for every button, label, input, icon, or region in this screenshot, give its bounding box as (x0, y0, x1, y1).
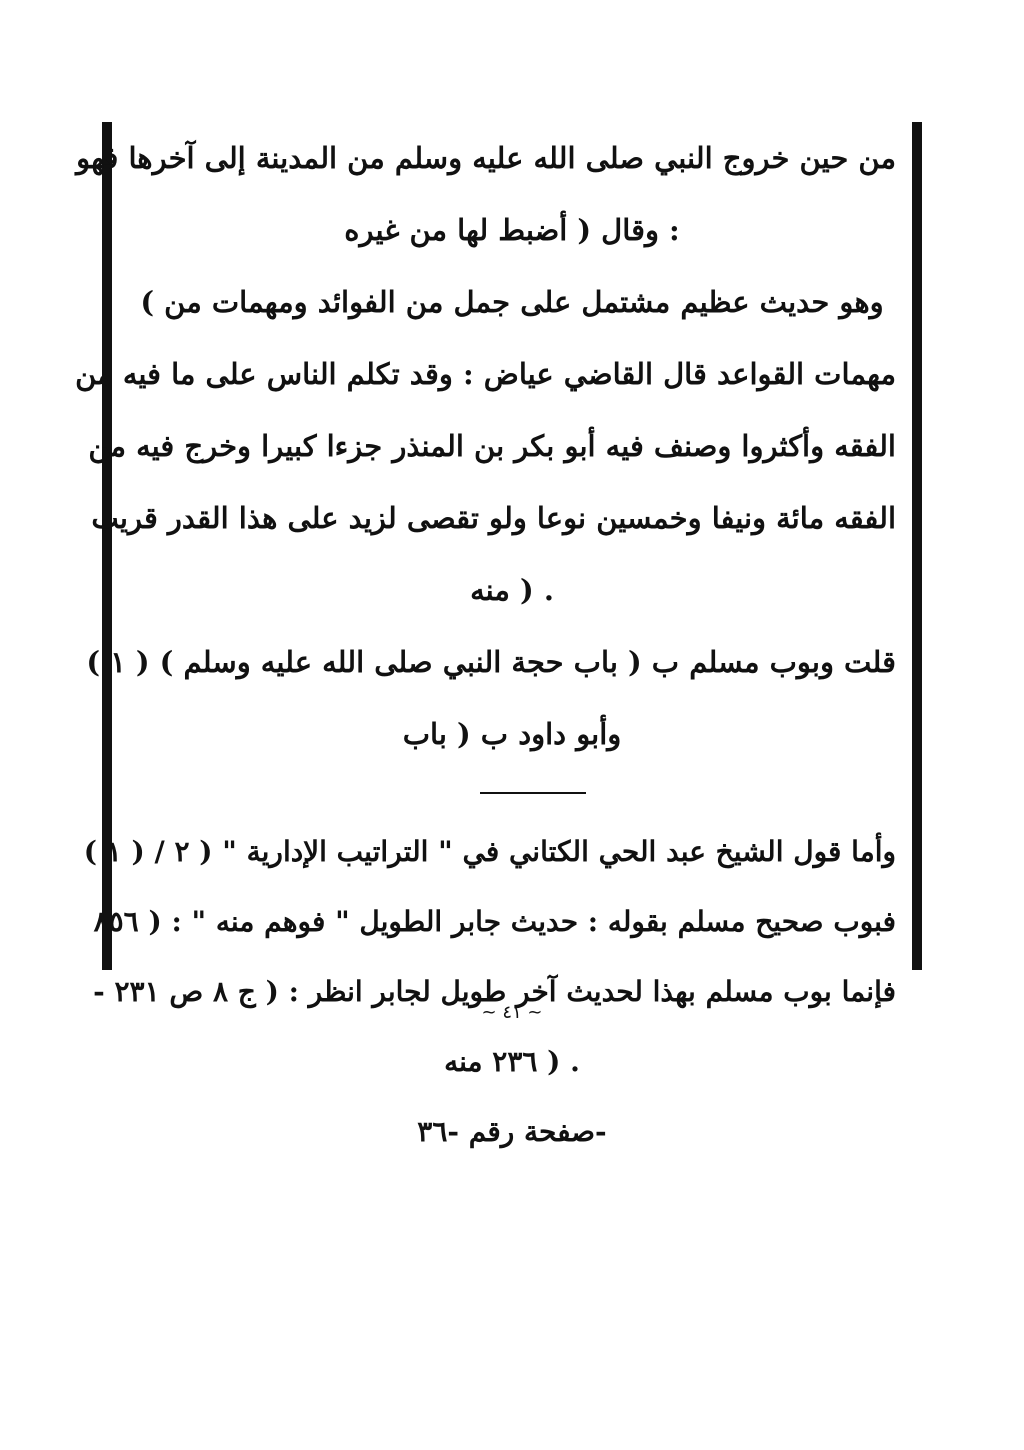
footnote-line-2: فبوب صحيح مسلم بقوله : حديث جابر الطويل " فوهم منه " : ( ٨٥٦ (93, 905, 896, 938)
footnote-line-1: وأما قول الشيخ عبد الحي الكتاني في " التراتيب الإدارية " ( ٢ / ( ١ ) (83, 835, 896, 868)
footnote-line-3: فإنما بوب مسلم بهذا لحديث آخر طويل لجابر انظر : ( ج ٨ ص ٢٣١ - (93, 975, 896, 1008)
text-line-7: . ( منه (470, 573, 554, 607)
text-line-1: من حين خروج النبي صلى الله عليه وسلم من المدينة إلى آخرها فهو (76, 141, 896, 175)
text-line-2: : وقال ( أضبط لها من غيره (344, 213, 680, 247)
page-number: ~ ٤١ ~ (481, 1002, 543, 1023)
text-line-9: وأبو داود ب ( باب (402, 717, 622, 751)
footnote-divider-row (124, 770, 900, 816)
text-line-8: قلت وبوب مسلم ب ( باب حجة النبي صلى الله عليه وسلم ) ( ١ ) (86, 645, 896, 679)
text-line-5: الفقه وأكثروا وصنف فيه أبو بكر بن المنذر جزءا كبيرا وخرج فيه من (88, 429, 896, 463)
footnote-divider (480, 792, 586, 794)
text-line-3: وهو حديث عظيم مشتمل على جمل من الفوائد ومهمات من ) (140, 285, 884, 319)
page-reference: -صفحة رقم -٣٦ (417, 1115, 607, 1148)
footnote-line-4: . ( ٢٣٦ منه (444, 1045, 580, 1078)
right-border-rule (912, 122, 922, 970)
text-line-6: الفقه مائة ونيفا وخمسين نوعا ولو تقصى لزيد على هذا القدر قريب (91, 501, 896, 535)
text-line-4: مهمات القواعد قال القاضي عياض : وقد تكلم الناس على ما فيه من (75, 357, 896, 391)
